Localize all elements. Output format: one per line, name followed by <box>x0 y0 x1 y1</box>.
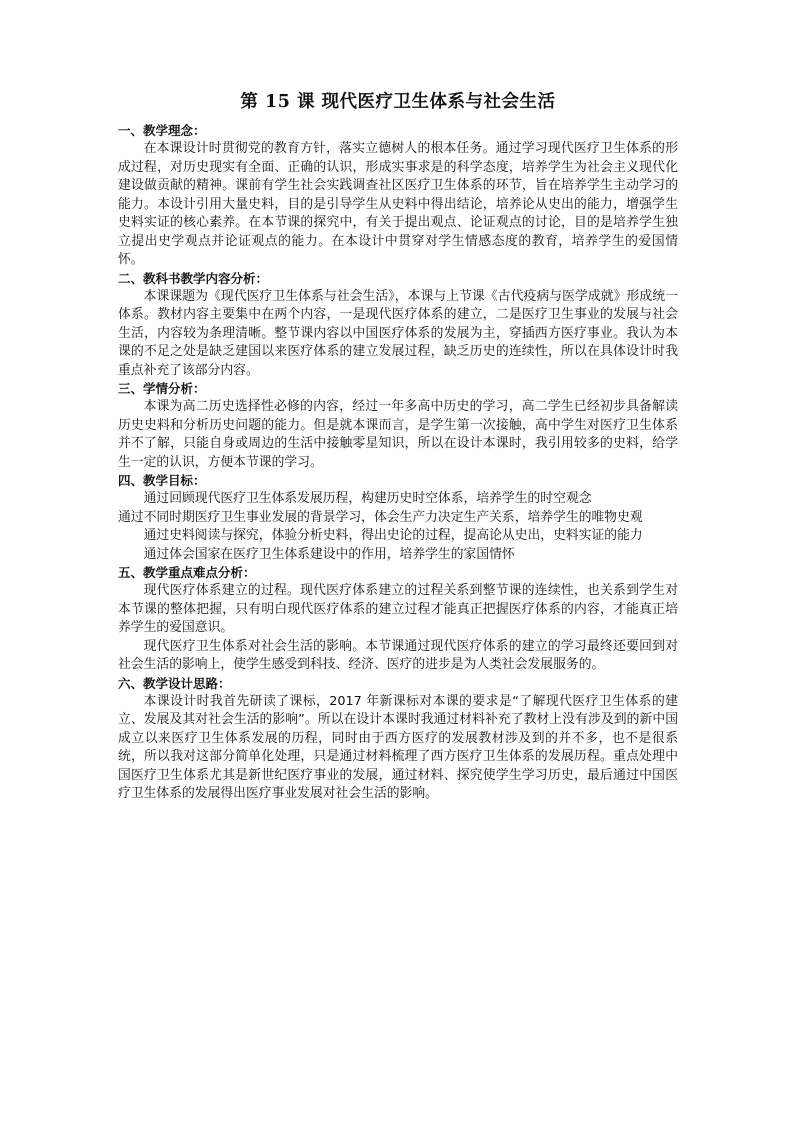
section-heading: 五、教学重点难点分析： <box>118 565 256 580</box>
section-key-difficulties <box>118 564 678 675</box>
section-heading: 六、教学设计思路： <box>118 675 231 691</box>
paragraph: 本课课题为《现代医疗卫生体系与社会生活》，本课与上节课《古代疫病与医学成就》形成统一体系。教材内容主要集中在两个内容，一是现代医疗体系的建立，二是医疗卫生事业的发展与社会生活，内容较为条理清晰。整节课内容以中国医疗体系的发展为主，穿插西方医疗事业。我认为本课的不足之处是缺乏建国以来医疗体系的建立发展过程，缺乏历史的连续性，所以在具体设计时我重点补充了该部分内容。 <box>118 288 678 378</box>
paragraph: 本课设计时我首先研读了课标，2017 年新课标对本课的要求是“了解现代医疗卫生体系的建立、发展及其对社会生活的影响”。所以在设计本课时我通过材料补充了教材上没有涉及到的新中国成立以来医疗卫生体系发展的历程，同时由于西方医疗的发展教材涉及到的并不多，也不是很系统，所以我对这部分简单化处理，只是通过材料梳理了西方医疗卫生体系的发展历程。重点处理中国医疗卫生体系尤其是新世纪医疗事业的发展，通过材料、探究使学生学习历史，最后通过中国医疗卫生体系的发展得出医疗事业发展对社会生活的影响。 <box>118 693 678 801</box>
paragraph: 本课为高二历史选择性必修的内容，经过一年多高中历史的学习，高二学生已经初步具备解读历史史料和分析历史问题的能力。但是就本课而言，是学生第一次接触，高中学生对医疗卫生体系并不了解，只能自身或周边的生活中接触零星知识，所以在设计本课时，我引用较多的史料，给学生一定的认识，方便本节课的学习。 <box>118 399 678 470</box>
section-heading: 二、教科书教学内容分析： <box>118 270 269 286</box>
page-title: 第 15 课 现代医疗卫生体系与社会生活 <box>240 92 556 112</box>
paragraph: 通过不同时期医疗卫生事业发展的背景学习，体会生产力决定生产关系，培养学生的唯物史观 <box>118 509 643 525</box>
section-heading: 一、教学理念： <box>118 123 206 138</box>
document-page <box>118 88 678 804</box>
paragraph: 现代医疗体系建立的过程。现代医疗体系建立的过程关系到整节课的连续性，也关系到学生对本节课的整体把握，只有明白现代医疗体系的建立过程才能真正把握医疗体系的内容，才能真正培养学生的爱国意识。 <box>118 583 678 635</box>
section-heading: 三、学情分析： <box>118 381 206 396</box>
paragraph: 通过回顾现代医疗卫生体系发展历程，构建历史时空体系，培养学生的时空观念 <box>143 491 592 506</box>
section-heading: 四、教学目标： <box>118 473 206 488</box>
paragraph: 现代医疗卫生体系对社会生活的影响。本节课通过现代医疗体系的建立的学习最终还要回到对社会生活的影响上，使学生感受到科技、经济、医疗的进步是为人类社会发展服务的。 <box>118 638 678 672</box>
paragraph: 在本课设计时贯彻党的教育方针，落实立德树人的根本任务。通过学习现代医疗卫生体系的形成过程，对历史现实有全面、正确的认识，形成实事求是的科学态度，培养学生为社会主义现代化建设做贡献的精神。课前有学生社会实践调查社区医疗卫生体系的环节，旨在培养学生主动学习的能力。本设计引用大量史料，目的是引导学生从史料中得出结论，培养论从史出的能力，增强学生史料实证的核心素养。在本节课的探究中，有关于提出观点、论证观点的讨论，目的是培养学生独立提出史学观点并论证观点的能力。在本设计中贯穿对学生情感态度的教育，培养学生的爱国情怀。 <box>118 141 678 267</box>
section-design-approach <box>118 675 678 804</box>
section-teaching-goals <box>118 472 678 564</box>
section-teaching-philosophy <box>118 122 678 270</box>
paragraph: 通过史料阅读与探究，体验分析史料，得出史论的过程，提高论从史出，史料实证的能力 <box>143 528 643 543</box>
section-textbook-analysis <box>118 270 678 381</box>
section-learner-analysis <box>118 380 678 472</box>
paragraph: 通过体会国家在医疗卫生体系建设中的作用，培养学生的家国情怀 <box>143 546 515 562</box>
